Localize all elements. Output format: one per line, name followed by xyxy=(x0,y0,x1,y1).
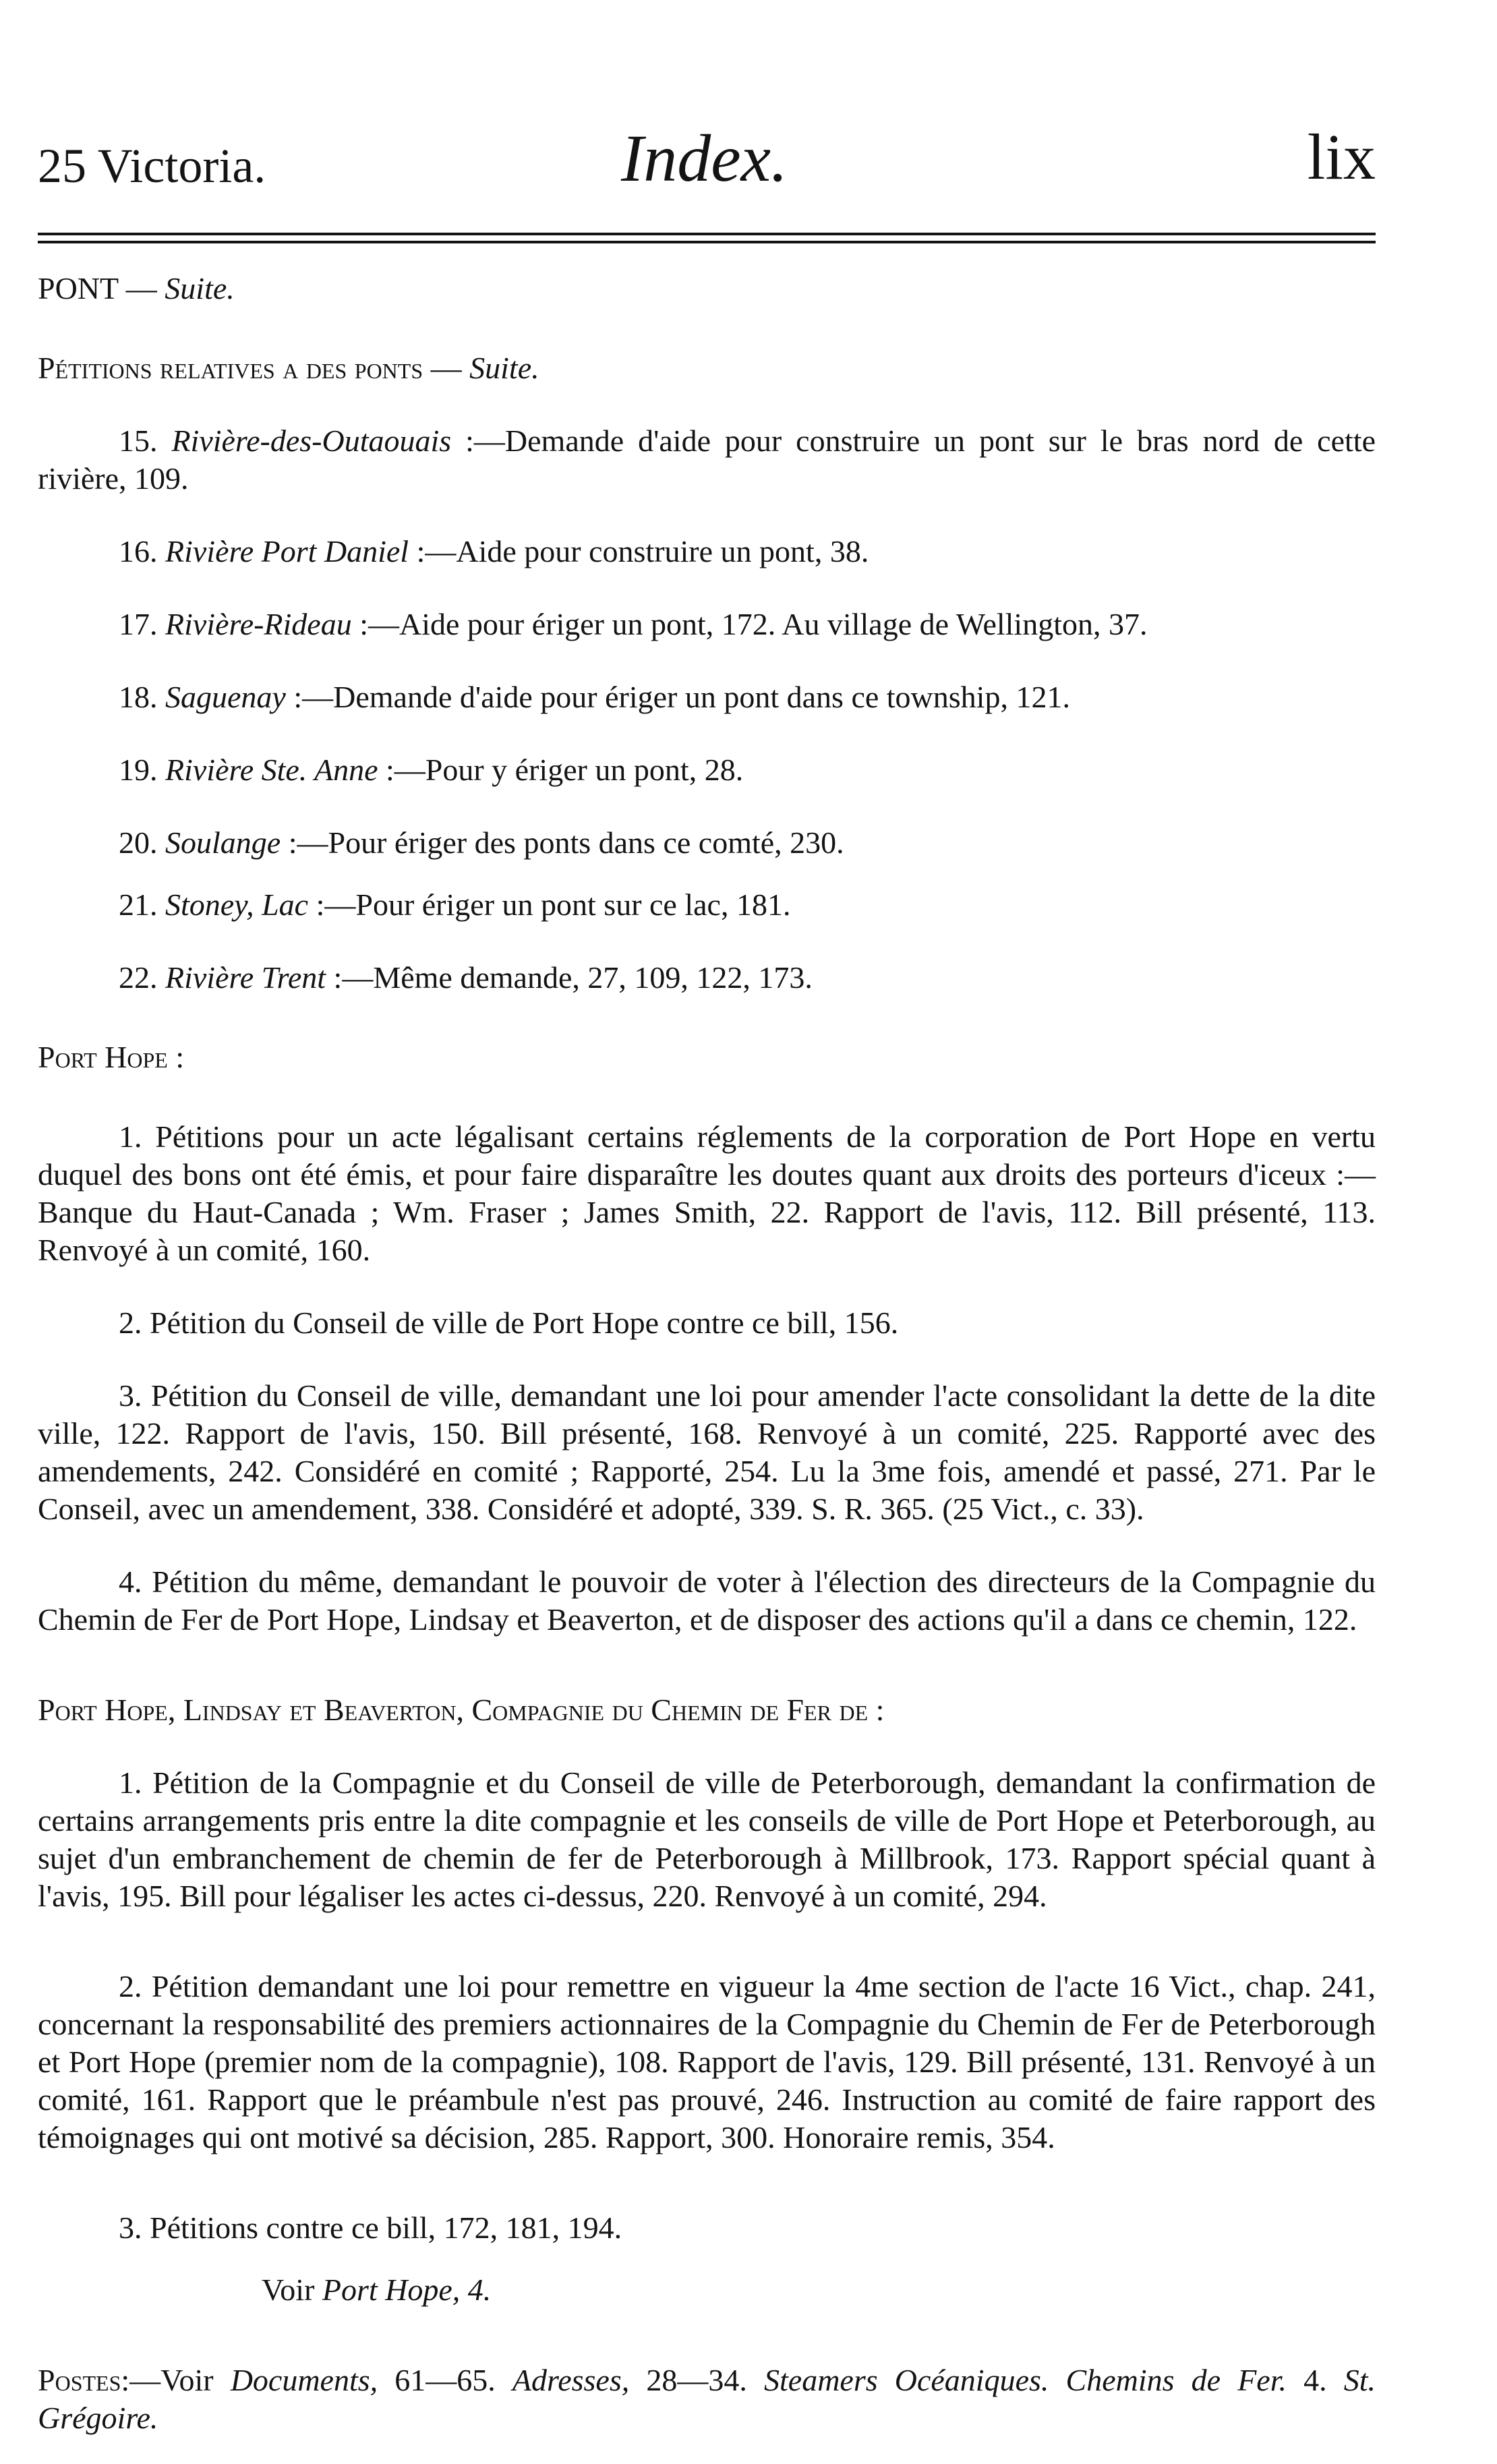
entry-place: Rivière-Rideau xyxy=(165,607,352,641)
continued-label: Suite. xyxy=(469,351,539,385)
index-entry-17: 17. Rivière-Rideau :—Aide pour ériger un pont, 172. Au village de Wellington, 37. xyxy=(119,607,1148,641)
cross-reference-target: St. Grégoire. xyxy=(38,2363,1376,2435)
index-entry-railway-1: 1. Pétition de la Compagnie et du Conseil de ville de Peterborough, demandant la confirmation de certains arrangements pris entre la dite compagnie et les conseils de ville de Port Hope et Peterborough, au sujet d'un embranchement de chemin de fer de Peterborough à Millbrook, 173. Rapport spécial quant à l'avis, 195. Bill pour légaliser les actes ci-dessus, 220. Renvoyé à un comité, 294. xyxy=(38,1765,1376,1913)
section-heading-port-hope: Port Hope : xyxy=(38,1040,185,1074)
index-entry-port-hope-3: 3. Pétition du Conseil de ville, demandant une loi pour amender l'acte consolidant la dette de la dite ville, 122. Rapport de l'avis, 150. Bill présenté, 168. Renvoyé à un comité, 225. Rapporté avec des amendements, 242. Considéré en comité ; Rapporté, 254. Lu la 3me fois, amendé et passé, 271. Par le Conseil, avec un amendement, 338. Considéré et adopté, 339. S. R. 365. (25 Vict., c. 33). xyxy=(38,1378,1376,1526)
entry-place: Rivière-des-Outaouais xyxy=(171,423,452,458)
header-rule-bottom xyxy=(38,241,1376,243)
continued-label: Suite. xyxy=(165,271,235,305)
cross-reference-target: Documents, xyxy=(230,2363,378,2397)
index-entry-16: 16. Rivière Port Daniel :—Aide pour construire un pont, 38. xyxy=(119,534,869,568)
cross-reference-target: Port Hope, 4. xyxy=(322,2272,492,2307)
index-entry-port-hope-2: 2. Pétition du Conseil de ville de Port Hope contre ce bill, 156. xyxy=(119,1306,899,1340)
index-entry-22: 22. Rivière Trent :—Même demande, 27, 109, 122, 173. xyxy=(119,960,813,995)
section-heading-postes: Postes xyxy=(38,2363,121,2397)
index-entry-20: 20. Soulange :—Pour ériger des ponts dans ce comté, 230. xyxy=(119,825,844,860)
header-rule-top xyxy=(38,233,1376,235)
subheading-petitions-ponts: Pétitions relatives a des ponts — Suite. xyxy=(38,351,539,385)
entry-place: Saguenay xyxy=(165,680,286,714)
cross-reference-target: Adresses, xyxy=(512,2363,630,2397)
entry-place: Rivière Trent xyxy=(165,960,326,995)
index-entry-15: 15. Rivière-des-Outaouais :—Demande d'aide pour construire un pont sur le bras nord de cette rivière, 109. xyxy=(38,423,1376,496)
index-entry-18: 18. Saguenay :—Demande d'aide pour ériger un pont dans ce township, 121. xyxy=(119,680,1070,714)
header-volume: 25 Victoria. xyxy=(38,139,266,193)
index-entry-21: 21. Stoney, Lac :—Pour ériger un pont sur ce lac, 181. xyxy=(119,887,791,922)
index-entry-railway-2: 2. Pétition demandant une loi pour remettre en vigueur la 4me section de l'acte 16 Vict., chap. 241, concernant la responsabilité des premiers actionnaires de la Compagnie du Chemin de Fer de Peterborough et Port Hope (premier nom de la compagnie), 108. Rapport de l'avis, 129. Bill présenté, 131. Renvoyé à un comité, 161. Rapport que le préambule n'est pas prouvé, 246. Instruction au comité de faire rapport des témoignages qui ont motivé sa décision, 285. Rapport, 300. Honoraire remis, 354. xyxy=(38,1969,1376,2154)
section-postes: Postes:—Voir Documents, 61—65. Adresses, 28—34. Steamers Océaniques. Chemins de Fer. 4. St. Grégoire. xyxy=(38,2363,1376,2435)
entry-place: Stoney, Lac xyxy=(165,887,309,922)
header-page-number: lix xyxy=(1307,121,1376,193)
index-body xyxy=(38,270,1376,2437)
cross-reference-target: Chemins de Fer. xyxy=(1065,2363,1287,2397)
index-entry-railway-3: 3. Pétitions contre ce bill, 172, 181, 194. xyxy=(119,2210,622,2245)
index-entry-port-hope-1: 1. Pétitions pour un acte légalisant certains réglements de la corporation de Port Hope en vertu duquel des bons ont été émis, et pour faire disparaître les doutes quant aux droits des porteurs d'iceux :—Banque du Haut-Canada ; Wm. Fraser ; James Smith, 22. Rapport de l'avis, 112. Bill présenté, 113. Renvoyé à un comité, 160. xyxy=(38,1119,1376,1267)
cross-reference-target: Steamers Océaniques. xyxy=(764,2363,1049,2397)
header-title: Index. xyxy=(621,121,788,196)
entry-place: Soulange xyxy=(165,825,281,860)
section-heading-pont: PONT — Suite. xyxy=(38,271,235,305)
section-heading-port-hope-lindsay-beaverton: Port Hope, Lindsay et Beaverton, Compagnie du Chemin de Fer de : xyxy=(38,1693,885,1727)
entry-place: Rivière Port Daniel xyxy=(165,534,409,568)
index-entry-port-hope-4: 4. Pétition du même, demandant le pouvoir de voter à l'élection des directeurs de la Compagnie du Chemin de Fer de Port Hope, Lindsay et Beaverton, et de disposer des actions qu'il a dans ce chemin, 122. xyxy=(38,1564,1376,1637)
entry-place: Rivière Ste. Anne xyxy=(165,753,378,787)
running-header xyxy=(38,111,1376,212)
cross-reference-port-hope: Voir Port Hope, 4. xyxy=(262,2272,492,2307)
index-entry-19: 19. Rivière Ste. Anne :—Pour y ériger un pont, 28. xyxy=(119,753,744,787)
